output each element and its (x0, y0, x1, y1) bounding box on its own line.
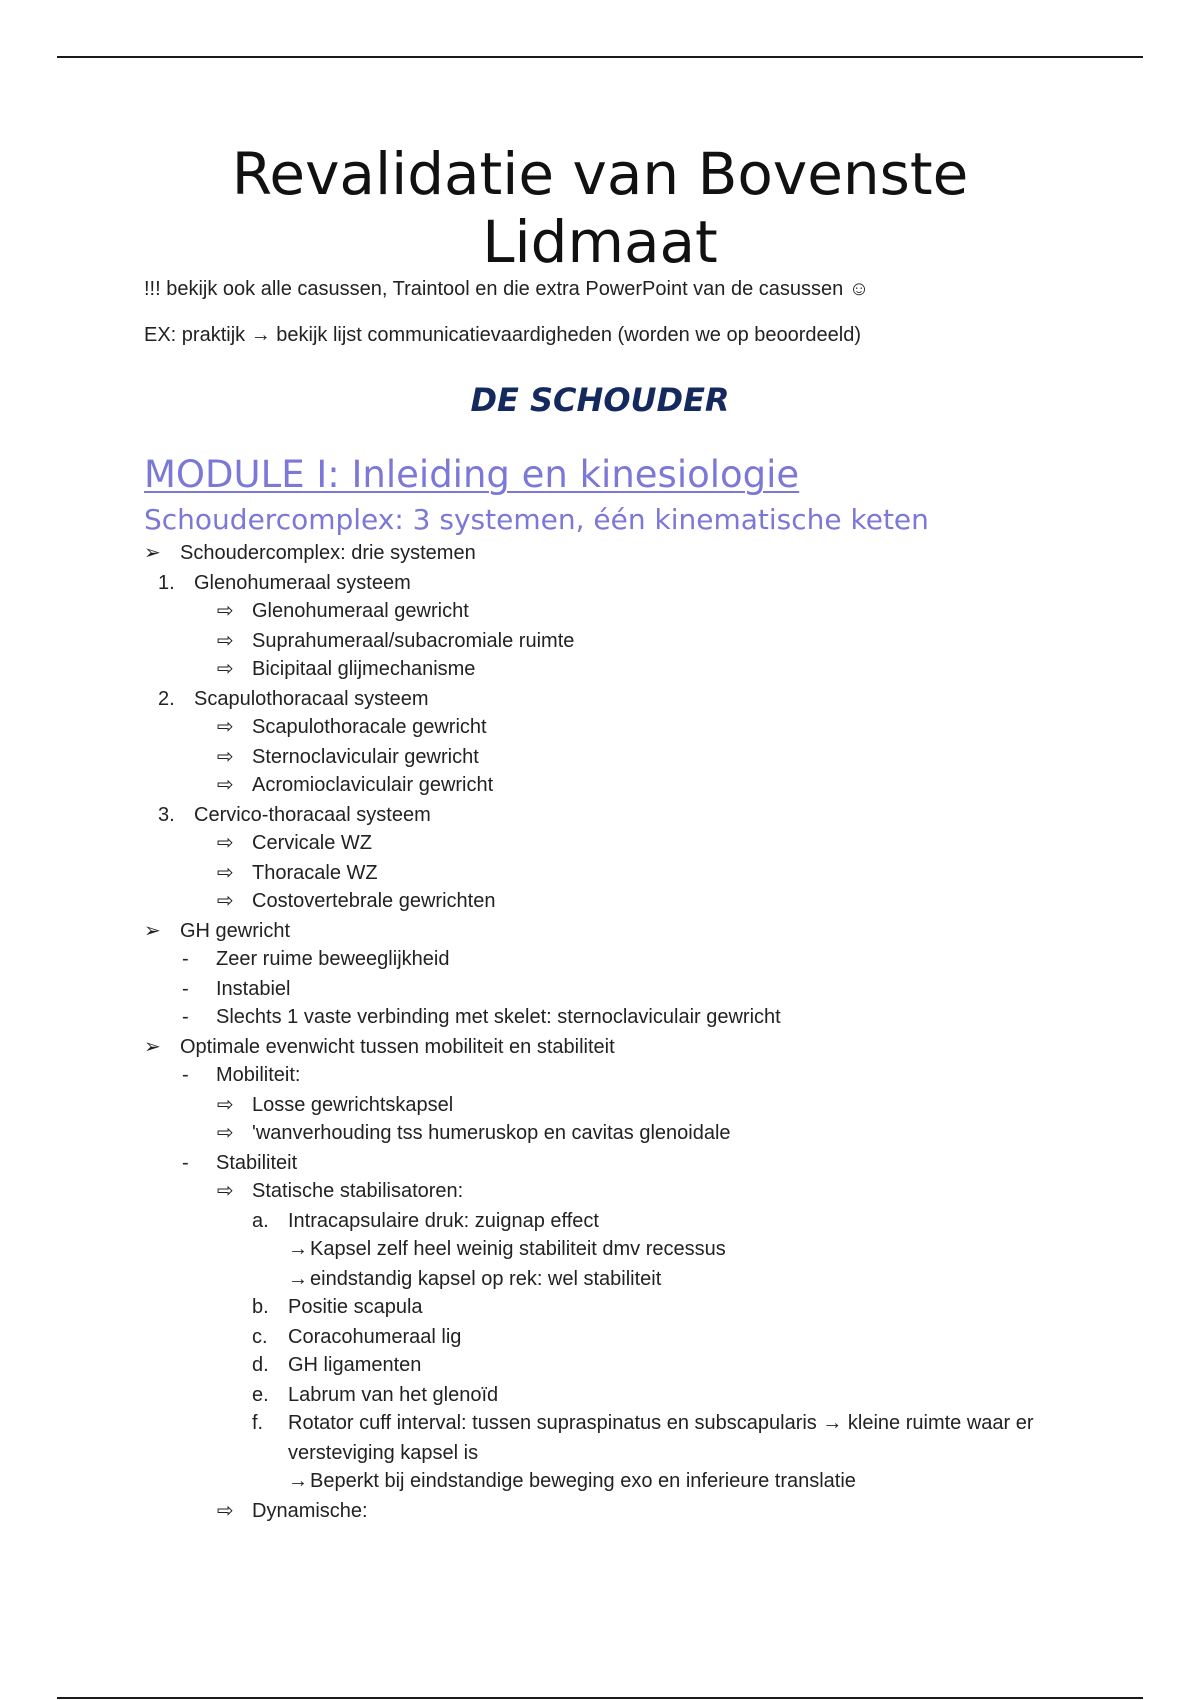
list-item: Scapulothoracale gewricht (252, 716, 487, 738)
list-letter: a. (252, 1210, 269, 1232)
list-item: Cervicale WZ (252, 832, 373, 854)
arrow-icon: → (288, 1470, 308, 1492)
note-praktijk: EX: praktijk → bekijk lijst communicatievaardigheden (worden we op beoordeeld) (144, 324, 862, 346)
arrowhead-bullet-icon: ➢ (144, 920, 161, 942)
document-title (200, 140, 1000, 276)
list-item: Acromioclaviculair gewricht (252, 774, 494, 796)
list-item: Losse gewrichtskapsel (252, 1094, 454, 1116)
arrowhead-bullet-icon: ➢ (144, 1036, 161, 1058)
list-item-continuation: versteviging kapsel is (288, 1442, 479, 1464)
sub-heading: Schoudercomplex: 3 systemen, één kinematische keten (144, 503, 929, 536)
list-item: eindstandig kapsel op rek: wel stabiliteit (310, 1268, 662, 1290)
module-heading: MODULE I: Inleiding en kinesiologie (144, 453, 800, 496)
list-item: GH gewricht (180, 920, 291, 942)
hollow-arrow-icon: ⇨ (217, 1122, 234, 1144)
list-number: 3. (158, 804, 175, 826)
list-item: Rotator cuff interval: tussen supraspinatus en subscapularis → kleine ruimte waar er (288, 1412, 1034, 1434)
list-item: Cervico-thoracaal systeem (194, 804, 431, 826)
list-letter: d. (252, 1354, 269, 1376)
list-item: Glenohumeraal gewricht (252, 600, 469, 622)
list-item: Dynamische: (252, 1500, 368, 1522)
list-item: Costovertebrale gewrichten (252, 890, 496, 912)
dash-bullet: - (182, 1152, 189, 1174)
list-item: Kapsel zelf heel weinig stabiliteit dmv recessus (310, 1238, 726, 1260)
list-letter: e. (252, 1384, 269, 1406)
list-item: GH ligamenten (288, 1354, 422, 1376)
hollow-arrow-icon: ⇨ (217, 630, 234, 652)
hollow-arrow-icon: ⇨ (217, 832, 234, 854)
arrowhead-bullet-icon: ➢ (144, 542, 161, 564)
list-item: 'wanverhouding tss humeruskop en cavitas glenoidale (252, 1122, 731, 1144)
arrow-icon: → (288, 1238, 308, 1260)
header-rule (57, 56, 1143, 58)
dash-bullet: - (182, 948, 189, 970)
list-item: Labrum van het glenoïd (288, 1384, 499, 1406)
list-item: Intracapsulaire druk: zuignap effect (288, 1210, 599, 1232)
list-item: Beperkt bij eindstandige beweging exo en inferieure translatie (310, 1470, 856, 1492)
list-item: Schoudercomplex: drie systemen (180, 542, 476, 564)
list-number: 1. (158, 572, 175, 594)
hollow-arrow-icon: ⇨ (217, 600, 234, 622)
list-letter: f. (252, 1412, 264, 1434)
list-item: Stabiliteit (216, 1152, 298, 1174)
list-item: Statische stabilisatoren: (252, 1180, 464, 1202)
list-item: Zeer ruime beweeglijkheid (216, 948, 450, 970)
list-item: Optimale evenwicht tussen mobiliteit en stabiliteit (180, 1036, 615, 1058)
hollow-arrow-icon: ⇨ (217, 890, 234, 912)
hollow-arrow-icon: ⇨ (217, 1094, 234, 1116)
dash-bullet: - (182, 1006, 189, 1028)
list-item: Slechts 1 vaste verbinding met skelet: sternoclaviculair gewricht (216, 1006, 781, 1028)
list-number: 2. (158, 688, 175, 710)
title-line-1: Revalidatie van Bovenste (231, 140, 969, 208)
hollow-arrow-icon: ⇨ (217, 774, 234, 796)
hollow-arrow-icon: ⇨ (217, 746, 234, 768)
list-item: Mobiliteit: (216, 1064, 301, 1086)
list-item: Sternoclaviculair gewricht (252, 746, 479, 768)
footer-rule (57, 1697, 1143, 1699)
hollow-arrow-icon: ⇨ (217, 1180, 234, 1202)
list-item: Thoracale WZ (252, 862, 378, 884)
dash-bullet: - (182, 978, 189, 1000)
arrow-icon: → (288, 1268, 308, 1290)
section-heading: DE SCHOUDER (470, 381, 730, 419)
hollow-arrow-icon: ⇨ (217, 716, 234, 738)
list-item: Bicipitaal glijmechanisme (252, 658, 476, 680)
list-letter: c. (252, 1326, 268, 1348)
note-casussen: !!! bekijk ook alle casussen, Traintool en die extra PowerPoint van de casussen ☺ (144, 278, 870, 300)
list-item: Suprahumeraal/subacromiale ruimte (252, 630, 575, 652)
hollow-arrow-icon: ⇨ (217, 1500, 234, 1522)
list-item: Glenohumeraal systeem (194, 572, 411, 594)
list-item: Scapulothoracaal systeem (194, 688, 429, 710)
hollow-arrow-icon: ⇨ (217, 658, 234, 680)
hollow-arrow-icon: ⇨ (217, 862, 234, 884)
list-item: Instabiel (216, 978, 291, 1000)
list-letter: b. (252, 1296, 269, 1318)
title-line-2: Lidmaat (482, 208, 718, 276)
list-item: Coracohumeraal lig (288, 1326, 462, 1348)
list-item: Positie scapula (288, 1296, 423, 1318)
dash-bullet: - (182, 1064, 189, 1086)
